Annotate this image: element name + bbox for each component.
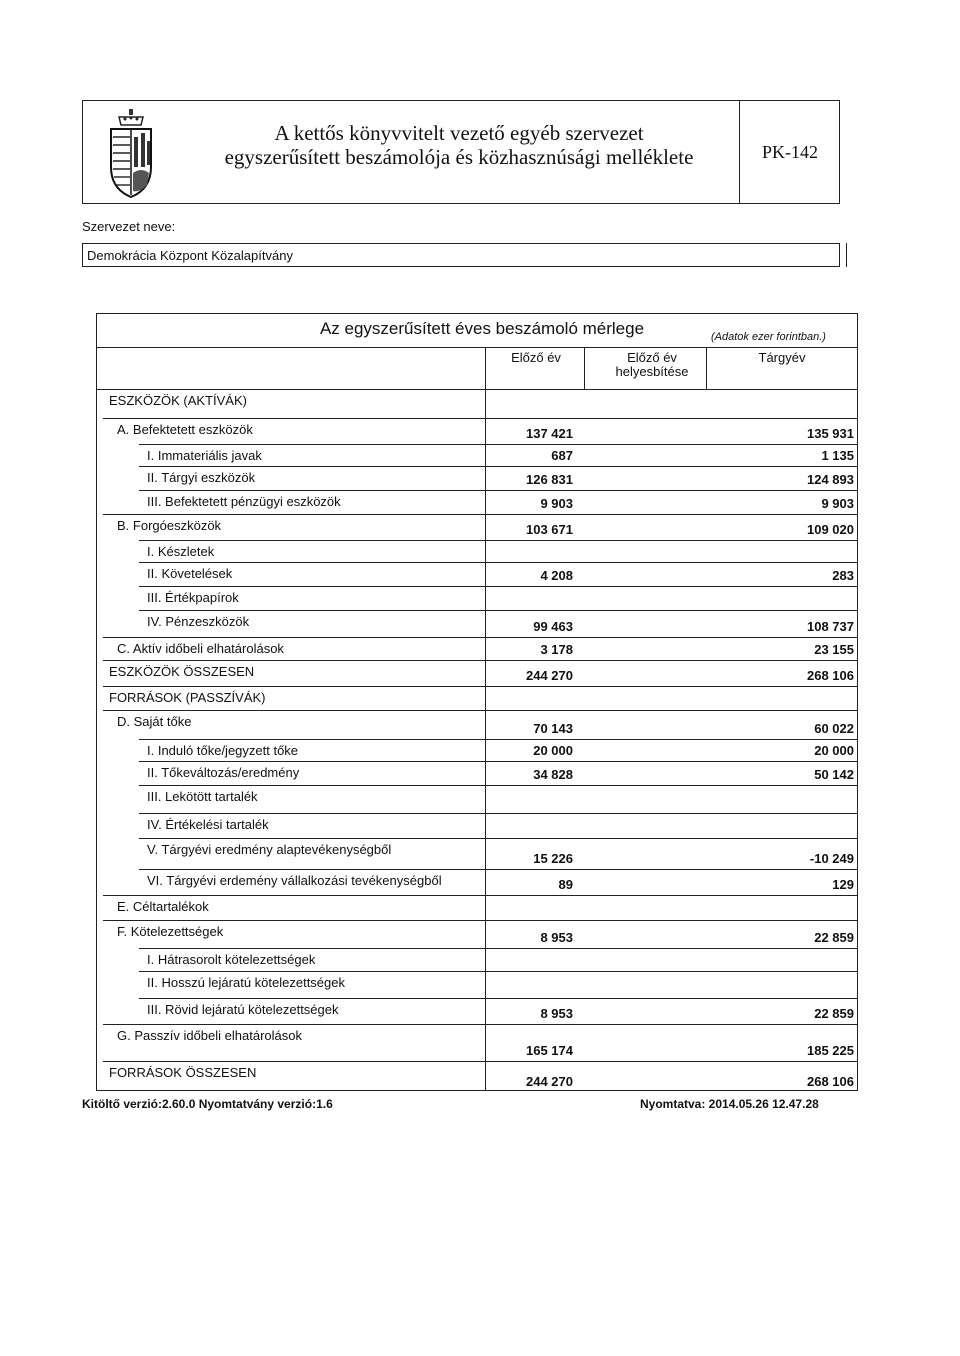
form-title-line-2: egyszerűsített beszámolója és közhasznúsági melléklete: [224, 145, 694, 169]
form-code: PK-142: [761, 142, 818, 162]
current-year-value: 60 022: [814, 721, 854, 736]
prev-year-value: 15 226: [533, 851, 573, 866]
current-year-value: 20 000: [814, 743, 854, 758]
row-label: ESZKÖZÖK (AKTÍVÁK): [109, 393, 247, 408]
print-timestamp: Nyomtatva: 2014.05.26 12.47.28: [640, 1097, 819, 1111]
row-label: I. Immateriális javak: [147, 448, 262, 463]
current-year-value: 268 106: [807, 1074, 854, 1089]
prev-year-value: 34 828: [533, 767, 573, 782]
column-header-current-year: Tárgyév: [758, 350, 806, 365]
row-label: B. Forgóeszközök: [117, 518, 222, 533]
prev-year-value: 8 953: [540, 1006, 573, 1021]
form-title-line-1: A kettős könyvvitelt vezető egyéb szervezet: [274, 121, 644, 145]
balance-sheet-title: Az egyszerűsített éves beszámoló mérlege: [319, 319, 645, 338]
current-year-value: 135 931: [807, 426, 854, 441]
row-label: I. Készletek: [147, 544, 215, 559]
organization-name: Demokrácia Központ Közalapítvány: [87, 248, 293, 263]
prev-year-value: 8 953: [540, 930, 573, 945]
coat-of-arms-icon: [103, 107, 159, 199]
row-label: IV. Pénzeszközök: [147, 614, 250, 629]
row-label: III. Lekötött tartalék: [147, 789, 258, 804]
current-year-value: 9 903: [821, 496, 854, 511]
prev-year-value: 687: [551, 448, 573, 463]
prev-year-value: 126 831: [526, 472, 573, 487]
prev-year-value: 89: [558, 877, 573, 892]
current-year-value: 283: [832, 568, 854, 583]
prev-year-value: 103 671: [526, 522, 573, 537]
row-label: II. Tárgyi eszközök: [147, 470, 256, 485]
prev-year-value: 70 143: [533, 721, 573, 736]
form-header: [82, 100, 840, 204]
row-label: FORRÁSOK (PASSZÍVÁK): [109, 690, 266, 705]
row-label: III. Értékpapírok: [147, 590, 239, 605]
current-year-value: 50 142: [814, 767, 854, 782]
current-year-value: 22 859: [814, 1006, 854, 1021]
prev-year-value: 99 463: [533, 619, 573, 634]
row-label: I. Hátrasorolt kötelezettségek: [147, 952, 316, 967]
row-label: C. Aktív időbeli elhatárolások: [117, 641, 284, 656]
organization-label: Szervezet neve:: [82, 219, 176, 234]
prev-year-value: 9 903: [540, 496, 573, 511]
prev-year-value: 244 270: [526, 1074, 573, 1089]
row-label: II. Tőkeváltozás/eredmény: [147, 765, 300, 780]
current-year-value: 124 893: [807, 472, 854, 487]
row-label: III. Rövid lejáratú kötelezettségek: [147, 1002, 339, 1017]
row-label: A. Befektetett eszközök: [117, 422, 253, 437]
row-label: D. Saját tőke: [117, 714, 192, 729]
column-header-prev-adjust: Előző év helyesbítése: [615, 350, 689, 379]
row-label: ESZKÖZÖK ÖSSZESEN: [109, 664, 255, 679]
current-year-value: 22 859: [814, 930, 854, 945]
current-year-value: 109 020: [807, 522, 854, 537]
current-year-value: 108 737: [807, 619, 854, 634]
organization-name-field: [82, 243, 840, 267]
row-label: II. Követelések: [147, 566, 233, 581]
row-label: VI. Tárgyévi erdemény vállalkozási tevékenységből: [147, 873, 442, 888]
balance-sheet-table: [96, 313, 858, 1091]
row-label: IV. Értékelési tartalék: [147, 817, 269, 832]
prev-year-value: 3 178: [540, 642, 573, 657]
prev-year-value: 20 000: [533, 743, 573, 758]
row-label: III. Befektetett pénzügyi eszközök: [147, 494, 341, 509]
current-year-value: 1 135: [821, 448, 854, 463]
prev-year-value: 165 174: [526, 1043, 573, 1058]
row-label: E. Céltartalékok: [117, 899, 209, 914]
current-year-value: 23 155: [814, 642, 854, 657]
unit-note: (Adatok ezer forintban.): [711, 331, 826, 343]
row-label: II. Hosszú lejáratú kötelezettségek: [147, 975, 345, 990]
column-header-prev-year: Előző év: [511, 350, 561, 365]
current-year-value: 268 106: [807, 668, 854, 683]
prev-year-value: 244 270: [526, 668, 573, 683]
row-label: F. Kötelezettségek: [117, 924, 224, 939]
row-label: G. Passzív időbeli elhatárolások: [117, 1028, 302, 1043]
form-version: Kitöltő verzió:2.60.0 Nyomtatvány verzió:1.6: [82, 1097, 333, 1111]
current-year-value: 129: [832, 877, 854, 892]
row-label: V. Tárgyévi eredmény alaptevékenységből: [147, 842, 392, 857]
current-year-value: 185 225: [807, 1043, 854, 1058]
prev-year-value: 4 208: [540, 568, 573, 583]
row-label: FORRÁSOK ÖSSZESEN: [109, 1065, 257, 1080]
current-year-value: -10 249: [809, 851, 854, 866]
row-label: I. Induló tőke/jegyzett tőke: [147, 743, 299, 758]
prev-year-value: 137 421: [526, 426, 573, 441]
